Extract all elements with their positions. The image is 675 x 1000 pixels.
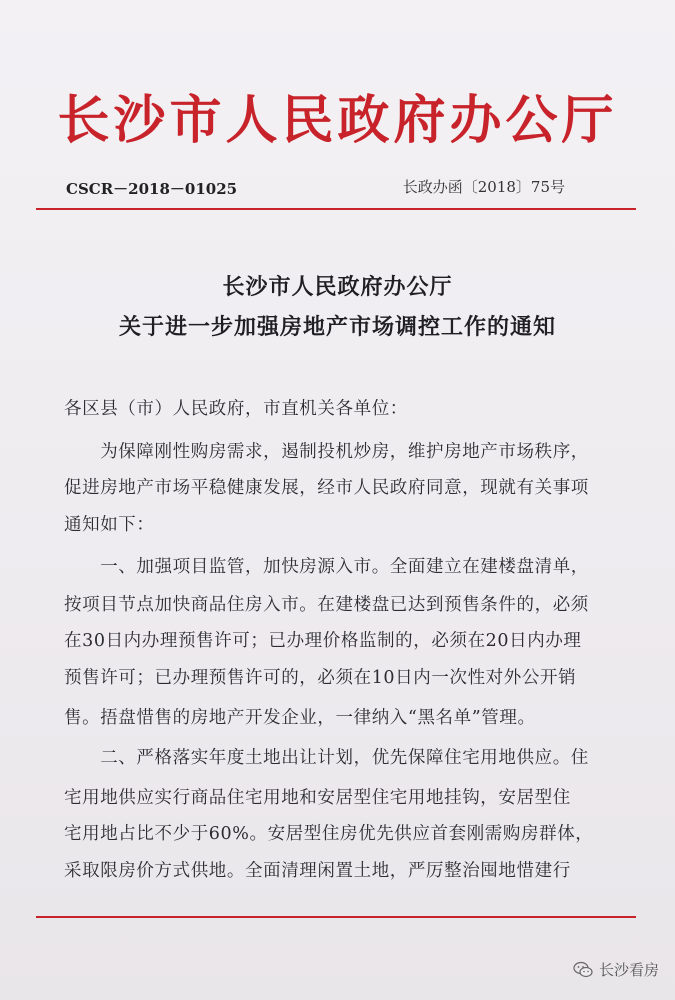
body-line: 采取限房价方式供地。全面清理闲置土地，严厉整治囤地惜建行 xyxy=(64,861,571,881)
body-line: 售。捂盘惜售的房地产开发企业，一律纳入“黑名单”管理。 xyxy=(64,708,536,728)
body-line: 促进房地产市场平稳健康发展，经市人民政府同意，现就有关事项 xyxy=(64,478,589,498)
document-number: 长政办函〔2018〕75号 xyxy=(402,178,565,196)
wechat-icon xyxy=(573,961,593,979)
body-line: 宅用地供应实行商品住宅用地和安居型住宅用地挂钩，安居型住 xyxy=(64,788,571,808)
body-line: 通知如下： xyxy=(64,515,155,535)
issuing-authority-title: 长沙市人民政府办公厅 xyxy=(57,90,618,151)
body-line: 二、严格落实年度土地出让计划，优先保障住宅用地供应。住 xyxy=(64,748,589,768)
body-line: 为保障刚性购房需求，遏制投机炒房，维护房地产市场秩序， xyxy=(64,442,589,462)
body-line: 预售许可；已办理预售许可的，必须在10日内一次性对外公开销 xyxy=(64,668,577,688)
red-divider-top xyxy=(36,208,636,210)
body-line: 各区县（市）人民政府，市直机关各单位： xyxy=(64,399,408,419)
body-line: 在30日内办理预售许可；已办理价格监制的，必须在20日内办理 xyxy=(64,631,582,651)
account-watermark xyxy=(573,959,659,980)
body-line: 一、加强项目监管，加快房源入市。全面建立在建楼盘清单， xyxy=(64,557,589,577)
body-line: 宅用地占比不少于60%。安居型住房优先供应首套刚需购房群体， xyxy=(64,824,594,844)
watermark-text: 长沙看房 xyxy=(598,961,659,979)
notice-title-line-1: 长沙市人民政府办公厅 xyxy=(222,274,453,300)
body-line: 按项目节点加快商品住房入市。在建楼盘已达到预售条件的，必须 xyxy=(64,595,589,615)
notice-title-line-2: 关于进一步加强房地产市场调控工作的通知 xyxy=(118,314,556,340)
document-code: CSCR－2018－01025 xyxy=(66,180,238,198)
red-divider-bottom xyxy=(36,916,636,918)
